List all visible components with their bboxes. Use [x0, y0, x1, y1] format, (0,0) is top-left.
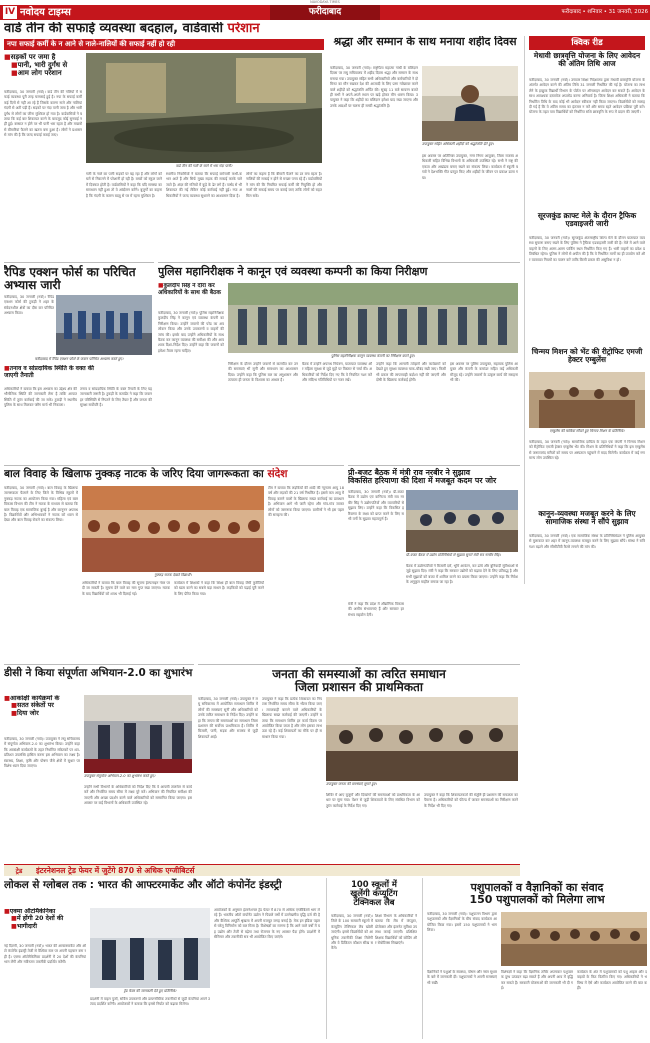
dc-story — [4, 664, 194, 860]
quickread-h1: मेधावी छात्रवृत्ति योजना के लिए आवेदन की अंतिम तिथि आज — [533, 51, 641, 68]
janata-story — [198, 664, 520, 860]
budget-headline — [348, 469, 520, 485]
rapid-photo — [56, 295, 152, 355]
rapid-story — [4, 262, 154, 462]
natak-headline-text: बाल विवाह के खिलाफ नुक्कड़ नाटक के जरिए दिया जागरूकता का — [4, 468, 264, 480]
lead-headline — [4, 22, 324, 36]
natak-text-col3: कार्यक्रम में शिक्षकों ने कहा कि शिक्षा ही बाल विवाह जैसी कुरीतियों को खत्म करने का सबसे बड़ा साधन है। लड़कियों को पढ़ाई पूरी करने के लिए प्रेरित किया गया। — [174, 581, 264, 596]
pashu-story — [422, 878, 648, 1039]
page-number: IV — [4, 7, 16, 17]
auto-headline: लोकल से ग्लोबल तक : भारत की आफ्टरमार्केट और ऑटो कंपोनेंट इंडस्ट्री — [4, 879, 282, 891]
dc-text-col1: फरीदाबाद, 30 जनवरी (नवो)। उपायुक्त ने लघु सचिवालय में संपूर्णता अभियान-2.0 का शुभारंभ किया। उन्होंने कहा कि आकांक्षी कार्यक्रमों के तहत निर्धारित संकेतकों पर शत-प्रतिशत उपलब्धि हासिल करना इस अभियान का लक्ष्य है। स्वास्थ्य, शिक्षा, कृषि और पोषण जैसे क्षेत्रों में सुधार पर विशेष ध्यान दिया जाएगा। — [4, 737, 80, 769]
shraddha-headline: श्रद्धा और सम्मान के साथ मनाया शहीद दिवस — [333, 36, 517, 48]
lead-kicker: नपा सफाई कर्मी के न आने से नाले-नालियों की सफाई नहीं हो रही — [4, 39, 324, 50]
lead-sub-line2: ■ पानी, भारी दुर्गंध से — [4, 61, 84, 69]
auto-photo — [90, 908, 210, 988]
police-headline: पुलिस महानिरीक्षक ने कानून एवं व्यवस्था कम्पनी का किया निरीक्षण — [158, 265, 428, 278]
janata-text-col2: उपायुक्त ने कहा कि प्रत्येक शिकायत का निपटारा निर्धारित समय सीमा के भीतर किया जाए। लापरवाही बरतने वाले अधिकारियों के खिलाफ सख्त कार्रवाई की जाएगी। उन्होंने बताया कि समाधान शिविर हर कार्य दिवस पर आयोजित किया जाता है और लोग इसका लाभ उठा रहे हैं। कई शिकायतों का मौके पर ही समाधान किया गया। — [262, 697, 322, 739]
quickread-h3: चिन्मय मिशन को भेंट की रीट्रोफिट एमजी हेक्टर एम्बुलेंस — [531, 347, 643, 364]
police-text-col5: इस अवसर पर पुलिस उपायुक्त, सहायक पुलिस आयुक्त और कंपनी के कमांडर सहित कई अधिकारी मौजूद रहे। उन्होंने जवानों के उत्कृष्ट कार्य की सराहना भी की। — [450, 362, 518, 383]
police-caption: पुलिस महानिरीक्षक कानून व्यवस्था कंपनी का निरीक्षण करते हुए। — [331, 354, 415, 358]
fair-label: ट्रेड — [15, 867, 23, 875]
natak-text-col1: फरीदाबाद, 30 जनवरी (नवो)। बाल विवाह के खिलाफ जागरूकता फैलाने के लिए जिले के विभिन्न स्कूलों में नुक्कड़ नाटक का आयोजन किया गया। महिला एवं बाल विकास विभाग की टीम ने नाटक के माध्यम से बताया कि बाल विवाह एक सामाजिक बुराई है और कानूनन अपराध है। विद्यार्थियों और अभिभावकों ने नाटक को ध्यान से देखा और बाल विवाह रोकने का संकल्प लिया। — [4, 486, 78, 523]
brand-name: नवोदय टाइम्स — [20, 7, 71, 18]
janata-headline — [198, 668, 520, 693]
police-text-col2: निरीक्षण के दौरान उन्होंने जवानों से बातचीत कर उनकी समस्याएं भी सुनीं और समाधान का आश्वासन दिया। उन्होंने कहा कि पुलिस बल का अनुशासन और तत्परता ही जनता के विश्वास का आधार है। — [228, 362, 298, 383]
pashu-photo — [501, 912, 647, 966]
lead-photo — [86, 53, 322, 163]
budget-text-col1: फरीदाबाद, 30 जनवरी (नवो)। प्री-बजट बैठक में उद्योग एवं वाणिज्य मंत्री राव नरबीर सिंह ने उद्योगपतियों और व्यापारियों से सुझाव लिए। उन्होंने कहा कि विकसित हरियाणा के लक्ष्य को प्राप्त करने के लिए सभी वर्गों के सुझाव महत्वपूर्ण हैं। — [348, 490, 404, 522]
budget-caption: प्री-बजट बैठक में उद्योग प्रतिनिधियों से सुझाव सुनते मंत्री राव नरबीर सिंह। — [406, 553, 501, 557]
lead-story — [4, 22, 324, 262]
lead-text-col4: लोगों का कहना है कि बीमारी फैलने का डर बना रहता है। नालियों की सफाई न होने से मच्छर पनप रहे हैं। वार्डवासियों ने मांग की कि नियमित सफाई कर्मी की नियुक्ति हो और नालों की सफाई समय पर कराई जाए ताकि लोगों को राहत मिल सके। — [246, 172, 322, 198]
lead-headline-accent: परेशान — [227, 22, 260, 36]
police-text-col4: उन्होंने कहा कि आगामी त्योहारों और कार्यक्रमों को देखते हुए सुरक्षा व्यवस्था चाक-चौबंद रखी जाए। किसी भी प्रकार की लापरवाही बर्दाश्त नहीं की जाएगी और दोषी के खिलाफ कार्रवाई होगी। — [376, 362, 446, 383]
auto-text-col3: आयोजकों के अनुसार इंटरनेशनल ट्रेड फेयर में 870 से अधिक एग्जीबिटर्स भाग ले रहे हैं। भारतीय ऑटो कंपोनेंट उद्योग ने पिछले वर्षों में उल्लेखनीय वृद्धि दर्ज की है और वैश्विक आपूर्ति श्रृंखला में अपनी मजबूत जगह बनाई है। मेक इन इंडिया पहल से घरेलू विनिर्माण को बल मिला है। विशेषज्ञों का मानना है कि आने वाले वर्षों में यह उद्योग और तेजी से बढ़ेगा तथा रोजगार के नए अवसर पैदा होंगे। प्रदर्शनी में सेमिनार और तकनीकी सत्र भी आयोजित किए जाएंगे। — [214, 908, 320, 940]
rapid-text-col2: अधिकारियों ने बताया कि इस अभ्यास का उद्देश्य क्षेत्र की भौगोलिक स्थिति की जानकारी लेना है ताकि आपात स्थिति में तुरंत कार्रवाई की जा सके। टुकड़ी ने स्थानीय पुलिस के साथ मिलकर फ्लैग मार्च भी निकाला। — [4, 387, 77, 408]
labs-headline-line3: टेक्निकल लैब — [353, 896, 395, 907]
rapid-text-col3: तनाव व सांप्रदायिक स्थिति के वक्त तैनाती के लिए यह जानकारी जरूरी है। टुकड़ी के कमांडेंट ने कहा कि जवान हर परिस्थिति से निपटने के लिए तैयार हैं और जनता की सुरक्षा सर्वोपरि है। — [80, 387, 152, 408]
quickread-text3: फरीदाबाद, 30 जनवरी (नवो)। सामाजिक दायित्व के तहत एक कंपनी ने चिन्मय मिशन को रीट्रोफिट एमजी हेक्टर एम्बुलेंस भेंट की। मिशन के प्रतिनिधियों ने कहा कि इस एम्बुलेंस से जरूरतमंद मरीजों को समय पर अस्पताल पहुंचाने में मदद मिलेगी। कार्यक्रम में कई गणमान्य लोग उपस्थित रहे। — [529, 440, 645, 461]
lead-headline-text: वार्ड तीन की सफाई व्यवस्था बदहाल, वार्डवासी — [4, 22, 223, 36]
quickread-photo — [529, 372, 645, 428]
natak-text-col4: टीम ने बताया कि लड़कियों की शादी की न्यूनतम आयु 18 वर्ष और लड़कों की 21 वर्ष निर्धारित है। इससे कम आयु में विवाह कराने वालों के खिलाफ सख्त कार्रवाई का प्रावधान है। अभियान आगे भी जारी रहेगा और गांव-गांव जाकर लोगों को जागरूक किया जाएगा। ग्रामीणों ने भी इस पहल की सराहना की। — [268, 486, 344, 518]
labs-text-col1: फरीदाबाद, 30 जनवरी (नवो)। जिले के 100 सरकारी स्कूलों में कंप्यूटिंग टेक्निकल लैब खोली जाएंगी। इससे विद्यार्थियों को आधुनिक तकनीकी शिक्षा मिलेगी और वे डिजिटल कौशल सीख सकेंगे। — [331, 914, 373, 951]
quickread-h4: कानून-व्यवस्था मजबूत करने के लिए सामाजिक संस्था ने सौंपे सुझाव — [538, 509, 636, 526]
police-text-col3: बैठक में उन्होंने अपराध नियंत्रण, यातायात व्यवस्था और महिला सुरक्षा से जुड़े मुद्दों पर विस्तार से चर्चा की। अधिकारियों को निर्देश दिए गए कि वे नियमित गश्त करें और संदिग्ध गतिविधियों पर नजर रखें। — [302, 362, 372, 383]
shraddha-photo — [422, 66, 518, 141]
quickread-text1: फरीदाबाद, 30 जनवरी (नवो)। उच्चतर शिक्षा निदेशालय द्वारा मेधावी छात्रवृत्ति योजना के अंतर्गत आवेदन करने की अंतिम तिथि 31 जनवरी निर्धारित की गई है। योजना का लाभ लेने के इच्छुक विद्यार्थी विभाग के पोर्टल पर ऑनलाइन आवेदन कर सकते हैं। आवेदन के साथ आवश्यक दस्तावेज अपलोड करना अनिवार्य है। जिला शिक्षा अधिकारी ने बताया कि निर्धारित तिथि के बाद कोई भी आवेदन स्वीकार नहीं किया जाएगा। विद्यार्थियों को सलाह दी गई है कि वे अंतिम समय का इंतजार न करें और समय रहते आवेदन प्रक्रिया पूरी करें। योजना के तहत पात्र विद्यार्थियों को निर्धारित राशि छात्रवृत्ति के रूप में प्रदान की जाएगी। — [529, 78, 645, 115]
shraddha-text-col1: फरीदाबाद, 30 जनवरी (नवो)। राष्ट्रपिता महात्मा गांधी के बलिदान दिवस पर लघु सचिवालय में शहीद दिवस श्रद्धा और सम्मान के साथ मनाया गया। उपायुक्त सहित सभी अधिकारियों और कर्मचारियों ने दो मिनट का मौन रखकर देश की आजादी के लिए प्राण न्योछावर करने वाले शहीदों को श्रद्धांजलि अर्पित की। सुबह 11 बजे सायरन बजते ही सभी ने अपने-अपने स्थान पर खड़े होकर मौन धारण किया। उपायुक्त ने कहा कि शहीदों का बलिदान हमेशा याद रखा जाएगा और उनके आदर्शों पर चलना ही सच्ची श्रद्धांजलि है। — [330, 66, 418, 108]
budget-photo — [406, 490, 518, 552]
labs-headline-line1: 100 स्कूलों में — [351, 879, 397, 889]
natak-text-col2: अधिकारियों ने बताया कि बाल विवाह की सूचना हेल्पलाइन नंबर पर दी जा सकती है। सूचना देने वाले का नाम गुप्त रखा जाएगा। नाटक के बाद विद्यार्थियों को शपथ भी दिलाई गई। — [82, 581, 170, 596]
rapid-text-col1: फरीदाबाद, 30 जनवरी (नवो)। रैपिड एक्शन फोर्स की टुकड़ी ने शहर के संवेदनशील क्षेत्रों का दौरा कर परिचित अभ्यास किया। — [4, 295, 54, 316]
dc-sub-line1: ■ आकांक्षी कार्यक्रमों के — [4, 695, 80, 702]
auto-sub-line2: ■ में होंगी 20 देशों की — [4, 915, 86, 922]
pashu-headline — [427, 882, 647, 905]
dc-photo — [84, 695, 192, 773]
fair-text: इंटरनेशनल ट्रेड फेयर में जुटेंगे 870 से अधिक एग्जीबिटर्स — [36, 866, 195, 875]
janata-caption: उपायुक्त जनता की समस्याएं सुनते हुए। — [326, 782, 377, 786]
city-name: फरीदाबाद — [270, 5, 380, 20]
rapid-headline: रैपिड एक्शन फोर्स का परिचित अभ्यास जारी — [4, 265, 136, 292]
auto-text-col2: प्रदर्शनी में वाहन पुर्जों, सर्विस उपकरणों और डायग्नोस्टिक तकनीकों से जुड़ी कंपनियां अपने उत्पाद प्रदर्शित करेंगी। आयोजकों ने बताया कि इससे निर्यात को बढ़ावा मिलेगा। — [90, 997, 210, 1007]
shraddha-story — [330, 36, 520, 261]
lead-text-col3: स्थानीय निवासियों ने बताया कि सफाई कर्मचारी कभी-कभार आते हैं और सिर्फ मुख्य सड़क की सफाई करके चले जाते हैं। अंदर की गलियों में कूड़े के ढेर लगे हैं। पार्षद से भी शिकायत की गई लेकिन कोई कार्रवाई नहीं हुई। नपा अधिकारियों ने जल्द व्यवस्था सुधारने का आश्वासन दिया है। — [166, 172, 242, 198]
natak-headline-accent: संदेश — [267, 468, 288, 480]
rapid-subhead — [4, 365, 96, 385]
lead-subhead — [4, 53, 84, 89]
pashu-headline-line2: 150 पशुपालकों को मिलेगा लाभ — [469, 892, 605, 906]
budget-headline-line1: प्री-बजट बैठक में मंत्री राव नरबीर ने सुझाव — [348, 468, 471, 477]
janata-text-col3: शिविर में आए बुजुर्गों और दिव्यांगों की समस्याओं को प्राथमिकता के आधार पर सुना गया। पेंशन से जुड़ी शिकायतों के लिए संबंधित विभाग को तुरंत कार्रवाई के निर्देश दिए गए। — [326, 793, 420, 808]
lead-sub-line3: ■ आम लोग परेशान — [4, 69, 84, 77]
fair-banner — [4, 864, 520, 876]
police-sub-line: ■ कुलदीप सिंह ने दौरा कर अधिकारियों के साथ की बैठक — [158, 283, 224, 297]
pashu-text-col3: विशेषज्ञों ने कहा कि वैज्ञानिक तरीके अपनाकर पशुपालक दुग्ध उत्पादन बढ़ा सकते हैं और अपनी आय में वृद्धि कर सकते हैं। सरकारी योजनाओं की जानकारी भी दी गई। — [501, 970, 573, 991]
dc-sub-line3: ■ दिया जोर — [4, 710, 80, 717]
natak-photo — [82, 486, 264, 572]
masthead-brand-sub: NAVODAYA TIMES — [310, 0, 340, 4]
lead-sub-line1: ■ सड़कों पर जमा है — [4, 53, 84, 61]
janata-headline-line2: जिला प्रशासन की प्राथमिकता — [294, 679, 424, 694]
labs-story — [326, 878, 418, 1039]
quickread-h2: सूरजकुंड क्राफ्ट मेले के दौरान ट्रैफिक एडवाइजरी जारी — [537, 211, 637, 228]
lead-text-col1: फरीदाबाद, 30 जनवरी (नवो)। वार्ड तीन की गलियों में सफाई व्यवस्था पूरी तरह चरमराई हुई है। नपा के सफाई कर्मी कई दिनों से नहीं आ रहे हैं जिसके कारण नाले और नालियां गंदगी से अटी पड़ी हैं। सड़कों पर गंदा पानी जमा है और भारी दुर्गंध से लोगों का जीना मुश्किल हो गया है। वार्डवासियों ने बताया कि कई बार शिकायत करने के बावजूद कोई सुनवाई नहीं हुई। बरसात न होने पर भी पानी भरा रहता है और मच्छरों से बीमारियां फैलने का खतरा बना हुआ है। लोगों ने प्रशासन से मांग की है कि जल्द सफाई कराई जाए। — [4, 90, 82, 138]
budget-story — [348, 465, 520, 661]
janata-text-col4: उपायुक्त ने कहा कि शिकायतकर्ता की संतुष्टि ही प्रशासन की सफलता का पैमाना है। अधिकारियों को फील्ड में जाकर समस्याओं का निरीक्षण करने के निर्देश भी दिए गए। — [424, 793, 518, 808]
police-photo — [228, 283, 518, 353]
shraddha-caption: उपायुक्त सहित अधिकारी शहीदों को श्रद्धांजलि देते हुए। — [422, 142, 494, 146]
dc-subhead — [4, 695, 80, 735]
budget-headline-line2: विकसित हरियाणा की दिशा में मजबूत कदम पर जोर — [348, 476, 497, 486]
pashu-text-col2: वैज्ञानिकों ने पशुओं के स्वास्थ्य, पोषण और नस्ल सुधार के बारे में जानकारी दी। पशुपालकों ने अपनी समस्याएं भी रखीं। — [427, 970, 497, 985]
auto-story — [4, 878, 322, 1039]
janata-text-col1: फरीदाबाद, 30 जनवरी (नवो)। उपायुक्त ने लघु सचिवालय में आयोजित समाधान शिविर में लोगों की समस्याएं सुनीं और अधिकारियों को उनके त्वरित समाधान के निर्देश दिए। उन्होंने कहा कि जनता की समस्याओं का समाधान जिला प्रशासन की सर्वोच्च प्राथमिकता है। शिविर में बिजली, पानी, सड़क और राजस्व से जुड़ी शिकायतें आईं। — [198, 697, 258, 739]
natak-headline — [4, 469, 344, 480]
dateline: फरीदाबाद • शनिवार • 31 जनवरी, 2026 — [561, 9, 648, 15]
natak-caption: नुक्कड़ नाटक देखते विद्यार्थी। — [154, 573, 192, 577]
rapid-caption: फरीदाबाद में रैपिड एक्शन फोर्स के जवान परिचित अभ्यास करते हुए। — [34, 357, 124, 361]
quickread-text4: फरीदाबाद, 30 जनवरी (नवो)। एक सामाजिक संस्था के प्रतिनिधिमंडल ने पुलिस आयुक्त से मुलाकात कर शहर में कानून-व्यवस्था मजबूत करने के लिए सुझाव सौंपे। संस्था ने रात्रि गश्त बढ़ाने और सीसीटीवी कैमरे लगाने की मांग की। — [529, 534, 645, 549]
dc-text-col2: उन्होंने सभी विभागों के अधिकारियों को निर्देश दिए कि वे आपसी तालमेल से कार्य करें और निर्धारित समय सीमा में लक्ष्य पूरे करें। अभियान की नियमित समीक्षा की जाएगी और अच्छा प्रदर्शन करने वाले अधिकारियों को सम्मानित किया जाएगा। इस अवसर पर कई विभागों के अधिकारी उपस्थित रहे। — [84, 785, 192, 806]
shraddha-text-col2: इस अवसर पर अतिरिक्त उपायुक्त, नगर निगम आयुक्त, जिला राजस्व अधिकारी सहित विभिन्न विभागों के अधिकारी उपस्थित रहे। सभी ने राष्ट्र की एकता और अखंडता बनाए रखने का संकल्प लिया। कार्यक्रम में स्कूली बच्चों ने देशभक्ति गीत प्रस्तुत किए और शहीदों के जीवन पर प्रकाश डाला गया। — [422, 154, 518, 180]
labs-text-col2: शिक्षा विभाग के अधिकारियों ने बताया कि लैब में कंप्यूटर, प्रोजेक्टर और इंटरनेट सुविधा उपलब्ध कराई जाएगी। प्रशिक्षित शिक्षक विद्यार्थियों को कोडिंग और रोबोटिक्स सिखाएंगे। — [375, 914, 417, 946]
janata-headline-line1: जनता की समस्याओं का त्वरित समाधान — [272, 667, 446, 681]
quickread-column — [524, 36, 648, 584]
police-text-col1: फरीदाबाद, 30 जनवरी (नवो)। पुलिस महानिरीक्षक कुलदीप सिंह ने कानून एवं व्यवस्था कंपनी का निरीक्षण किया। उन्होंने जवानों की परेड का अवलोकन किया और उनके उपकरणों व वाहनों की जांच की। इसके बाद उन्होंने अधिकारियों के साथ बैठक कर कानून व्यवस्था की समीक्षा की और आवश्यक दिशा-निर्देश दिए। उन्होंने कहा कि जवानों को हमेशा तैयार रहना चाहिए। — [158, 311, 224, 353]
natak-story — [4, 465, 344, 661]
quickread-text2: फरीदाबाद, 30 जनवरी (नवो)। सूरजकुंड अंतरराष्ट्रीय शिल्प मेले के दौरान यातायात व्यवस्था सुचारू बनाए रखने के लिए पुलिस ने ट्रैफिक एडवाइजरी जारी की है। मेले में आने वाले वाहनों के लिए अलग-अलग पार्किंग स्थल निर्धारित किए गए हैं। भारी वाहनों का प्रवेश प्रतिबंधित रहेगा। पुलिस ने लोगों से अपील की है कि वे निर्धारित मार्गों का ही उपयोग करें और यातायात नियमों का पालन करें ताकि किसी प्रकार की असुविधा न हो। — [529, 236, 645, 262]
lead-caption: वार्ड तीन की गली के नाले में भरा गंदा पानी। — [175, 164, 233, 168]
quickread-caption: एम्बुलेंस की चाबियां सौंपते हुए चिन्मय मिशन के प्रतिनिधि। — [549, 429, 625, 433]
masthead — [0, 5, 650, 20]
budget-text-col3: मंत्री ने कहा कि प्रदेश में औद्योगिक विकास की असीम संभावनाएं हैं और सरकार हर संभव सहयोग देगी। — [348, 602, 404, 617]
janata-photo — [326, 697, 518, 781]
labs-headline-line2: खुलेंगी कंप्यूटिंग — [350, 887, 398, 898]
police-story — [158, 262, 520, 462]
dc-caption: उपायुक्त संपूर्णता अभियान-2.0 का शुभारंभ करते हुए। — [84, 774, 156, 778]
dc-sub-line2: ■ सतत संकेतों पर — [4, 702, 80, 709]
dc-headline: डीसी ने किया संपूर्णता अभियान-2.0 का शुभारंभ — [4, 667, 193, 679]
auto-caption: ट्रेड फेयर की जानकारी देते हुए प्रतिनिधि। — [123, 989, 177, 993]
pashu-text-col4: कार्यक्रम के अंत में पशुपालकों को पशु आहार और दवाइयों के किट वितरित किए गए। अधिकारियों ने भविष्य में ऐसे और कार्यक्रम आयोजित करने की बात कही। — [577, 970, 647, 991]
quickread-label: क्विक रीड — [529, 36, 645, 50]
labs-headline — [331, 880, 417, 906]
auto-sub-line1: ■ एक्मा ऑटोमैकेनिका — [4, 908, 86, 915]
lead-text-col2: गली के नाले का पानी सड़कों पर बह रहा है और लोगों को घरों से निकलने में परेशानी हो रही है। बच्चों को स्कूल जाने में दिक्कत होती है। वार्डवासियों ने कहा कि यदि समस्या का समाधान नहीं हुआ तो वे आंदोलन करेंगे। बुजुर्गों का कहना है कि गंदगी के कारण बदबू से घर में रहना मुश्किल है। — [86, 172, 162, 198]
auto-subhead — [4, 908, 86, 942]
police-subhead — [158, 283, 224, 309]
pashu-headline-line1: पशुपालकों व वैज्ञानिकों का संवाद — [470, 881, 604, 894]
budget-text-col2: बैठक में उद्योगपतियों ने बिजली दरों, भूमि आवंटन, कर ढांचे और बुनियादी सुविधाओं से जुड़े सुझाव दिए। मंत्री ने कहा कि सरकार उद्योगों को बढ़ावा देने के लिए प्रतिबद्ध है और सभी सुझावों को बजट में शामिल करने का प्रयास किया जाएगा। उन्होंने कहा कि निवेश के अनुकूल माहौल बनाया जा रहा है। — [406, 564, 518, 585]
auto-text-col1: नई दिल्ली, 30 जनवरी (नवो)। भारत की आफ्टरमार्केट और ऑटो कंपोनेंट इंडस्ट्री तेजी से वैश्विक स्तर पर अपनी पहचान बना रही है। एक्मा ऑटोमैकेनिका प्रदर्शनी में 20 देशों की कंपनियां भाग लेंगी और नवीनतम तकनीकें प्रदर्शित करेंगी। — [4, 944, 86, 965]
rapid-sub-line: ■ तनाव व सांप्रदायिक स्थिति के वक्त की जाएगी तैनाती — [4, 365, 96, 379]
pashu-text-col1: फरीदाबाद, 30 जनवरी (नवो)। पशुपालन विभाग द्वारा पशुपालकों और वैज्ञानिकों के बीच संवाद कार्यक्रम आयोजित किया गया। इसमें 150 पशुपालकों ने भाग लिया। — [427, 912, 497, 933]
auto-sub-line3: ■ भागीदारी — [4, 923, 86, 930]
